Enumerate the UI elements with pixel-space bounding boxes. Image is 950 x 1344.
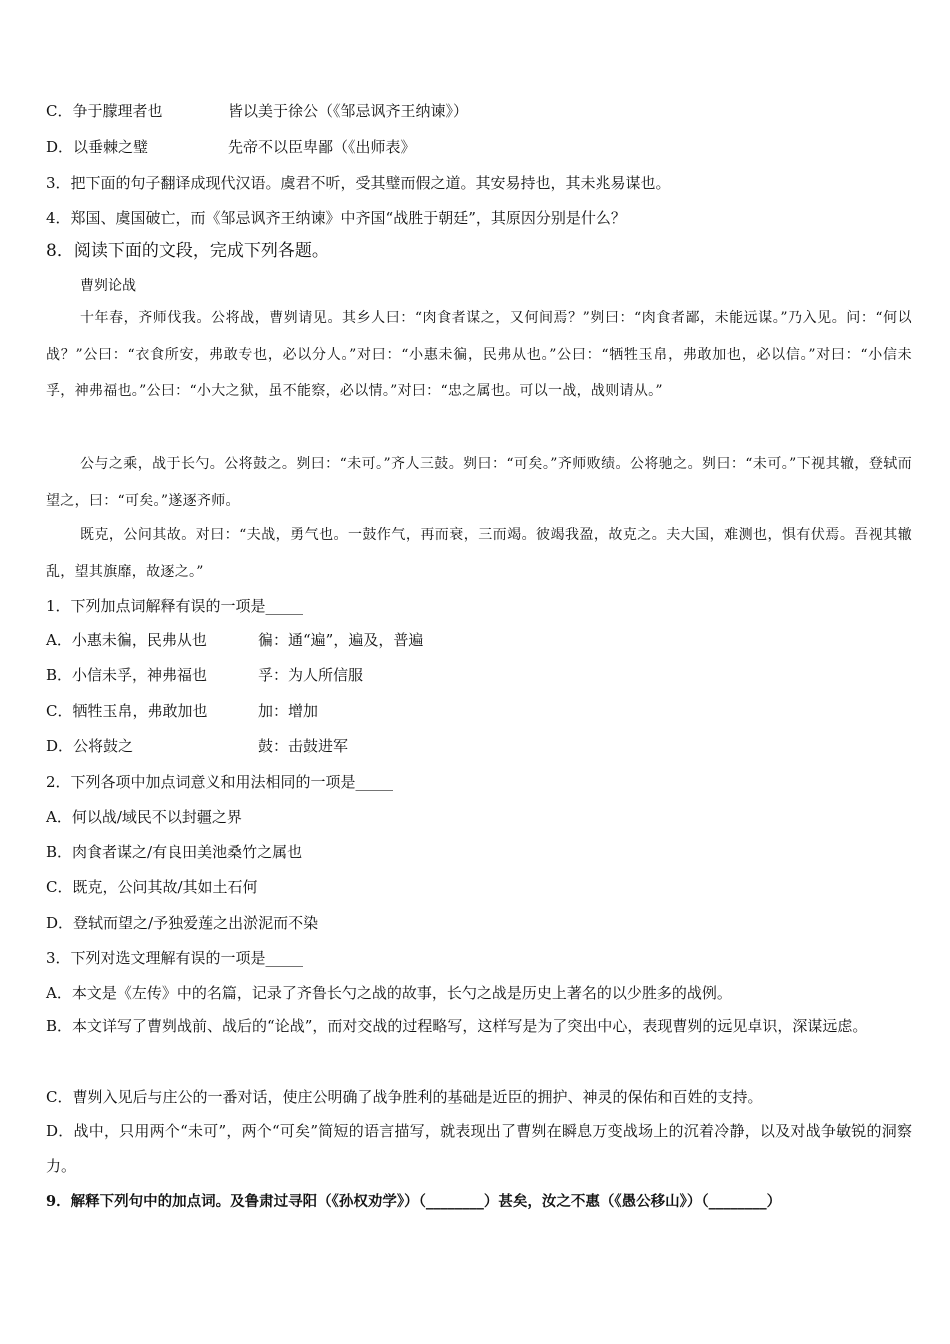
option-line-d xyxy=(46,137,910,157)
q2-option-c: C．既克，公问其故/其如土石何 xyxy=(46,878,258,896)
q3-option-b: B．本文详写了曹刿战前、战后的“论战”，而对交战的过程略写，这样写是为了突出中心，表现曹刿的远见卓识，深谋远虑。 xyxy=(46,1017,868,1035)
q3-option-a: A．本文是《左传》中的名篇，记录了齐鲁长勺之战的故事，长勺之战是历史上著名的以少胜多的战例。 xyxy=(46,984,732,1002)
q3-option-c: C．曹刿入见后与庄公的一番对话，使庄公明确了战争胜利的基础是近臣的拥护、神灵的保佑和百姓的支持。 xyxy=(46,1088,763,1106)
section-8-heading: 8．阅读下面的文段，完成下列各题。 xyxy=(46,241,329,261)
q3-option-d: D．战中，只用两个“未可”，两个“可矣”简短的语言描写，就表现出了曹刿在瞬息万变战场上的沉着冷静，以及对战争敏锐的洞察力。 xyxy=(46,1122,912,1175)
q9-text: 解释下列句中的加点词。及鲁肃过寻阳（《孙权劝学》）（________）甚矣，汝之不惠（《愚公移山》）（________） xyxy=(70,1193,782,1210)
q1-option-a-note: 徧：通“遍”，遍及，普遍 xyxy=(258,631,424,649)
q1-stem: 1．下列加点词解释有误的一项是_____ xyxy=(46,597,304,615)
passage-paragraph-1: 十年春，齐师伐我。公将战，曹刿请见。其乡人曰：“肉食者谋之，又何间焉？”刿曰：“肉食者鄙，未能远谋。”乃入见。问：“何以战？”公曰：“衣食所安，弗敢专也，必以分人。”对曰：“小惠未徧，民弗从也。”公曰：“牺牲玉帛，弗敢加也，必以信。”对曰：“小信未孚，神弗福也。”公曰：“小大之狱，虽不能察，必以情。”对曰：“忠之属也。可以一战，战则请从。” xyxy=(46,310,912,399)
passage-paragraph-3: 既克，公问其故。对曰：“夫战，勇气也。一鼓作气，再而衰，三而竭。彼竭我盈，故克之。夫大国，难测也，惧有伏焉。吾视其辙乱，望其旗靡，故逐之。” xyxy=(46,527,912,580)
q1-option-d xyxy=(46,736,910,756)
q1-option-d-text: D．公将鼓之 xyxy=(46,737,134,755)
q1-option-b xyxy=(46,665,910,685)
question-3-translate: 3．把下面的句子翻译成现代汉语。虞君不听，受其璧而假之道。其安易持也，其未兆易谋也。 xyxy=(46,174,671,192)
q1-option-b-text: B．小信未孚，神弗福也 xyxy=(46,666,208,684)
option-c-right: 皆以美于徐公（《邹忌讽齐王纳谏》） xyxy=(228,102,469,120)
q9-number: 9． xyxy=(46,1193,71,1210)
q1-option-c xyxy=(46,701,910,721)
q3-stem: 3．下列对选文理解有误的一项是_____ xyxy=(46,949,304,967)
passage-paragraph-2: 公与之乘，战于长勺。公将鼓之。刿曰：“未可。”齐人三鼓。刿曰：“可矣。”齐师败绩。公将驰之。刿曰：“未可。”下视其辙，登轼而望之，曰：“可矣。”遂逐齐师。 xyxy=(46,456,912,509)
q1-option-c-text: C．牺牲玉帛，弗敢加也 xyxy=(46,702,208,720)
option-d-right: 先帝不以臣卑鄙（《出师表》 xyxy=(228,138,416,156)
q2-stem: 2．下列各项中加点词意义和用法相同的一项是_____ xyxy=(46,773,394,791)
q1-option-a xyxy=(46,630,910,650)
q1-option-a-text: A．小惠未徧，民弗从也 xyxy=(46,631,207,649)
q1-option-d-note: 鼓：击鼓进军 xyxy=(258,737,349,755)
q9-line xyxy=(46,1192,910,1212)
q1-option-c-note: 加：增加 xyxy=(258,702,319,720)
option-c-left: C．争于朦理者也 xyxy=(46,102,163,120)
q1-option-b-note: 孚：为人所信服 xyxy=(258,666,364,684)
question-4-reason: 4．郑国、虞国破亡，而《邹忌讽齐王纳谏》中齐国“战胜于朝廷”，其原因分别是什么？ xyxy=(46,209,626,227)
q2-option-d: D．登轼而望之/予独爱莲之出淤泥而不染 xyxy=(46,914,319,932)
option-d-left: D．以垂棘之璧 xyxy=(46,138,149,156)
q2-option-b: B．肉食者谋之/有良田美池桑竹之属也 xyxy=(46,843,303,861)
q2-option-a: A．何以战/域民不以封疆之界 xyxy=(46,808,242,826)
passage-title: 曹刿论战 xyxy=(80,278,136,294)
option-line-c xyxy=(46,101,910,121)
